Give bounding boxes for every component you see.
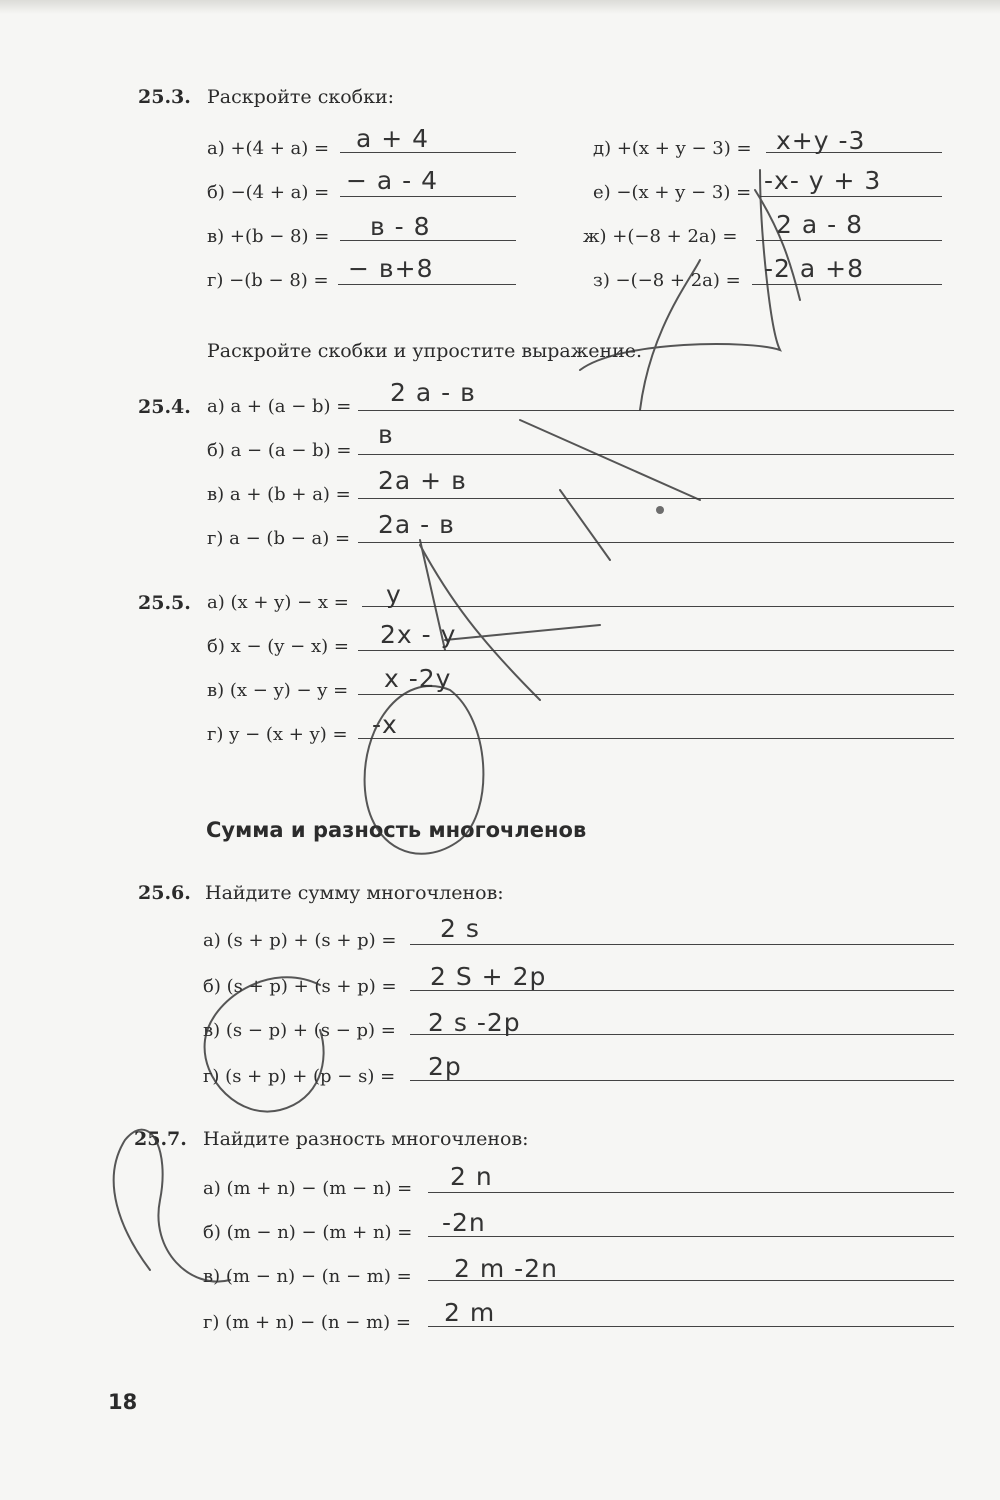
exercise-number: 25.3. [138, 86, 191, 108]
exercise-item-label: г) (s + p) + (p − s) = [203, 1066, 396, 1087]
answer-line [358, 498, 954, 499]
answer-line [358, 694, 954, 695]
answer-line [340, 196, 516, 197]
answer-line [760, 196, 942, 197]
handwritten-answer[interactable]: -x- y + 3 [764, 166, 882, 195]
exercise-item-label: б) (s + p) + (s + p) = [203, 976, 397, 997]
answer-line [410, 944, 954, 945]
exercise-item-label: б) a − (a − b) = [207, 440, 352, 461]
scribble-dot [656, 506, 664, 514]
page-number: 18 [108, 1390, 138, 1414]
handwritten-answer[interactable]: 2 S + 2p [430, 962, 547, 991]
handwritten-answer[interactable]: 2 a - 8 [776, 210, 863, 239]
exercise-item-label: е) −(x + y − 3) = [593, 182, 752, 203]
exercise-item-label: в) (x − y) − y = [207, 680, 349, 701]
exercise-title: Найдите сумму многочленов: [205, 882, 504, 904]
handwritten-answer[interactable]: в [378, 420, 394, 449]
exercise-item-label: в) +(b − 8) = [207, 226, 330, 247]
exercise-number: 25.6. [138, 882, 191, 904]
handwritten-answer[interactable]: y [386, 580, 402, 609]
scribble-stroke-5 [520, 420, 700, 500]
exercise-item-label: д) +(x + y − 3) = [593, 138, 752, 159]
exercise-item-label: в) a + (b + a) = [207, 484, 351, 505]
handwritten-answer[interactable]: 2a - в [378, 510, 455, 539]
handwritten-answer[interactable]: 2 n [450, 1162, 493, 1191]
exercise-item-label: а) (m + n) − (m − n) = [203, 1178, 413, 1199]
scribble-letter-e [114, 1130, 230, 1282]
instruction-text: Раскройте скобки и упростите выражение. [207, 340, 643, 362]
handwritten-answer[interactable]: -x [372, 710, 398, 739]
exercise-item-label: б) (m − n) − (m + n) = [203, 1222, 413, 1243]
exercise-item-label: а) +(4 + a) = [207, 138, 330, 159]
exercise-item-label: г) −(b − 8) = [207, 270, 329, 291]
handwritten-answer[interactable]: 2x - y [380, 620, 457, 649]
exercise-item-label: г) y − (x + y) = [207, 724, 348, 745]
answer-line [752, 284, 942, 285]
handwritten-answer[interactable]: a + 4 [356, 124, 430, 153]
handwritten-answer[interactable]: 2 a - в [390, 378, 476, 407]
exercise-item-label: б) −(4 + a) = [207, 182, 330, 203]
exercise-item-label: в) (m − n) − (n − m) = [203, 1266, 412, 1287]
handwritten-answer[interactable]: 2 s -2p [428, 1008, 521, 1037]
exercise-number: 25.7. [134, 1128, 187, 1150]
handwritten-answer[interactable]: -2 a +8 [764, 254, 864, 283]
exercise-item-label: г) a − (b − a) = [207, 528, 351, 549]
answer-line [358, 542, 954, 543]
page-top-edge [0, 0, 1000, 14]
answer-line [410, 1080, 954, 1081]
answer-line [362, 606, 954, 607]
answer-line [428, 1192, 954, 1193]
section-heading: Сумма и разность многочленов [206, 818, 587, 842]
exercise-number: 25.4. [138, 396, 191, 418]
handwritten-answer[interactable]: x -2y [384, 664, 452, 693]
exercise-item-label: г) (m + n) − (n − m) = [203, 1312, 411, 1333]
scribble-letter-c [205, 977, 324, 1111]
answer-line [358, 650, 954, 651]
handwritten-answer[interactable]: 2 m -2n [454, 1254, 558, 1283]
handwritten-answer[interactable]: 2a + в [378, 466, 467, 495]
handwritten-answer[interactable]: 2 s [440, 914, 480, 943]
handwritten-answer[interactable]: x+y -3 [776, 126, 866, 155]
answer-line [358, 410, 954, 411]
exercise-item-label: з) −(−8 + 2a) = [593, 270, 741, 291]
handwritten-answer[interactable]: − a - 4 [346, 166, 439, 195]
exercise-title: Раскройте скобки: [207, 86, 395, 108]
exercise-title: Найдите разность многочленов: [203, 1128, 529, 1150]
exercise-item-label: а) (x + y) − x = [207, 592, 349, 613]
handwritten-answer[interactable]: 2 m [444, 1298, 496, 1327]
exercise-number: 25.5. [138, 592, 191, 614]
answer-line [358, 454, 954, 455]
scribble-stroke-3 [445, 625, 600, 640]
answer-line [428, 1236, 954, 1237]
exercise-item-label: а) (s + p) + (s + p) = [203, 930, 397, 951]
scribble-stroke-4 [560, 490, 610, 560]
answer-line [428, 1326, 954, 1327]
answer-line [358, 738, 954, 739]
handwritten-answer[interactable]: 2p [428, 1052, 462, 1081]
exercise-item-label: в) (s − p) + (s − p) = [203, 1020, 396, 1041]
handwritten-answer[interactable]: − в+8 [348, 254, 434, 283]
exercise-item-label: а) a + (a − b) = [207, 396, 352, 417]
handwritten-answer[interactable]: -2n [442, 1208, 486, 1237]
handwritten-answer[interactable]: в - 8 [370, 212, 431, 241]
exercise-item-label: ж) +(−8 + 2a) = [583, 226, 738, 247]
answer-line [338, 284, 516, 285]
answer-line [756, 240, 942, 241]
exercise-item-label: б) x − (y − x) = [207, 636, 349, 657]
